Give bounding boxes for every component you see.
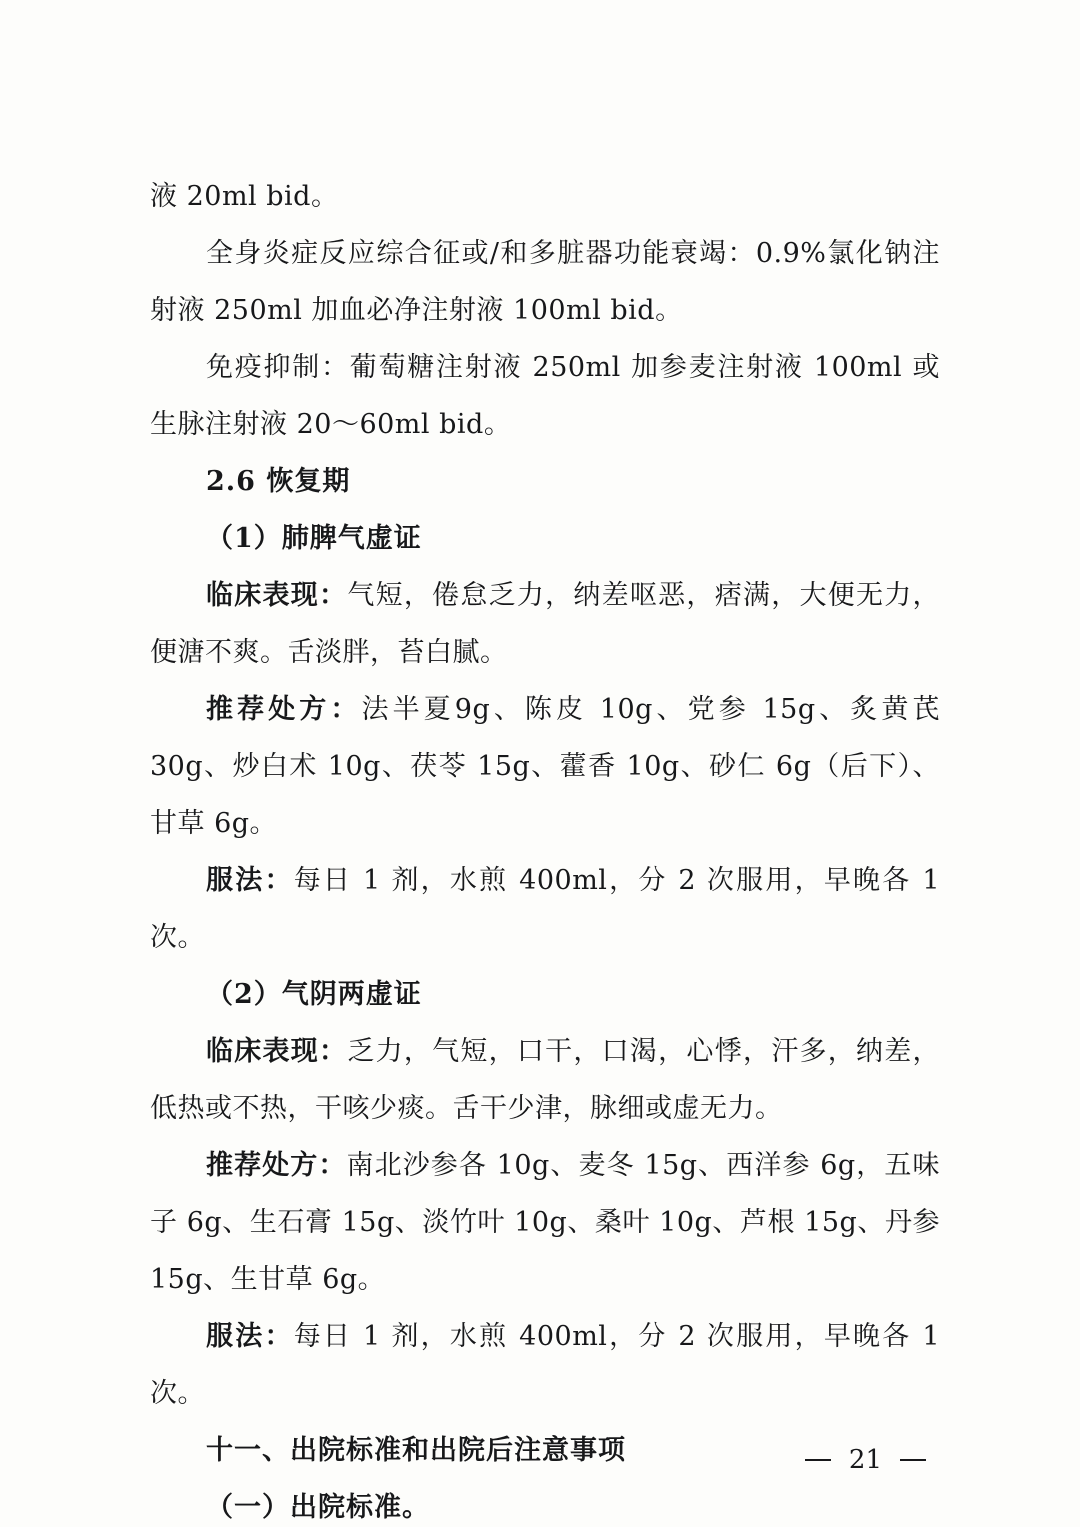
heading-discharge-criteria: （一）出院标准。 [206, 1492, 430, 1523]
dosage-2 [150, 1308, 940, 1422]
heading-lung-spleen-qi-deficiency: （1）肺脾气虚证 [206, 523, 422, 554]
paragraph-1: 液 20ml bid。 [150, 181, 339, 212]
dosage-2-label: 服法： [206, 1321, 294, 1352]
dosage-2-text: 每日 1 剂，水煎 400ml，分 2 次服用，早晚各 1 次。 [150, 1321, 940, 1409]
clinical-manifestation-1 [150, 567, 940, 681]
page-footer [801, 1445, 930, 1475]
recommended-prescription-1 [150, 681, 940, 852]
heading-2-6-recovery-stage: 2.6 恢复期 [206, 466, 351, 497]
recommended-prescription-2 [150, 1137, 940, 1308]
footer-dash-right [900, 1459, 926, 1461]
paragraph-2: 全身炎症反应综合征或/和多脏器功能衰竭：0.9%氯化钠注射液 250ml 加血必净注射液 100ml bid。 [150, 238, 940, 326]
dosage-1-text: 每日 1 剂，水煎 400ml，分 2 次服用，早晚各 1 次。 [150, 865, 940, 953]
clinical-manifestation-2 [150, 1023, 940, 1137]
recommended-prescription-1-label: 推荐处方： [206, 694, 362, 725]
paragraph-3: 免疫抑制：葡萄糖注射液 250ml 加参麦注射液 100ml 或生脉注射液 20～60ml bid。 [150, 352, 940, 440]
document-body [150, 168, 940, 1527]
clinical-manifestation-1-label: 临床表现： [206, 580, 348, 611]
page-number: 21 [848, 1445, 882, 1475]
recommended-prescription-2-label: 推荐处方： [206, 1150, 347, 1181]
recommended-prescription-1-text: 法半夏9g、陈皮 10g、党参 15g、炙黄芪 30g、炒白术 10g、茯苓 15g、藿香 10g、砂仁 6g（后下）、甘草 6g。 [150, 694, 940, 839]
heading-discharge-criteria-section: 十一、出院标准和出院后注意事项 [206, 1435, 626, 1466]
recommended-prescription-2-text: 南北沙参各 10g、麦冬 15g、西洋参 6g，五味子 6g、生石膏 15g、淡竹叶 10g、桑叶 10g、芦根 15g、丹参 15g、生甘草 6g。 [150, 1150, 940, 1295]
clinical-manifestation-2-text: 乏力，气短，口干，口渴，心悸，汗多，纳差，低热或不热，干咳少痰。舌干少津，脉细或虚无力。 [150, 1036, 941, 1124]
dosage-1 [150, 852, 940, 966]
heading-qi-yin-deficiency: （2）气阴两虚证 [206, 979, 422, 1010]
clinical-manifestation-1-text: 气短，倦怠乏力，纳差呕恶，痞满，大便无力，便溏不爽。舌淡胖，苔白腻。 [150, 580, 941, 668]
dosage-1-label: 服法： [206, 865, 294, 896]
footer-dash-left [805, 1459, 831, 1461]
clinical-manifestation-2-label: 临床表现： [206, 1036, 348, 1067]
